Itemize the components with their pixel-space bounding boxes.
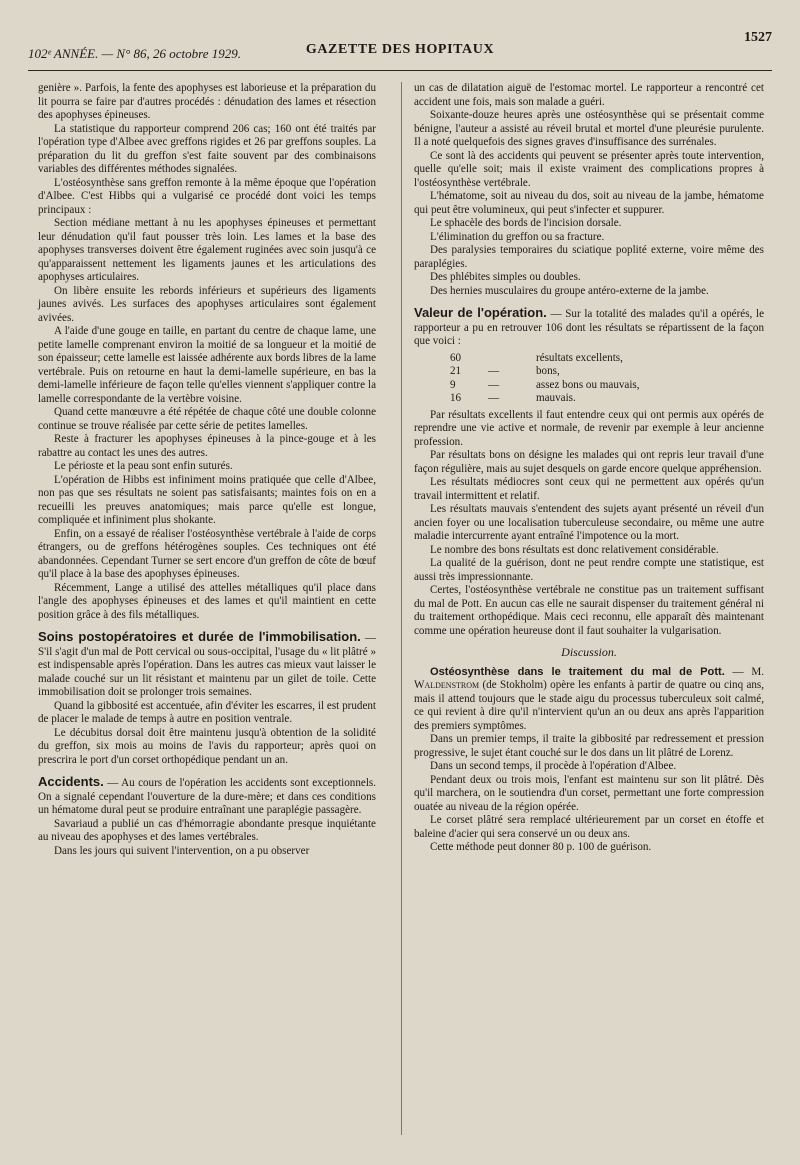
left-column xyxy=(38,82,376,1135)
paragraph: L'hématome, soit au niveau du dos, soit au niveau de la jambe, hématome qui peut être volumineux, qui peut s'infecter et suppurer. xyxy=(414,190,764,216)
result-label: mauvais. xyxy=(536,392,576,404)
section-text: — Sur la totalité des malades qu'il a opérés, le rapporteur a pu en retrouver 106 dont les résultats se répartissent de la façon que voici : xyxy=(414,308,764,347)
discussion-lead: Ostéosynthèse dans le traitement du mal de Pott. — M. Waldenstrom (de Stokholm) opère les enfants à partir de quatre ou cinq ans, mais il attend toujours que le stade aigu du processus tuberculeux soit calmé, ce qui revient à dire qu'il n'intervient qu'un an ou deux ans après l'apparition des premiers symptômes. xyxy=(414,665,765,732)
page-number: 1527 xyxy=(744,30,772,45)
paragraph: L'ostéosynthèse sans greffon remonte à la même époque que l'opération d'Albee. C'est Hibbs qui a vulgarisé ce procédé dont voici les temps principaux : xyxy=(38,176,376,216)
paragraph: un cas de dilatation aiguë de l'estomac mortel. Le rapporteur a rencontré cet accident une fois, mais son malade a guéri. xyxy=(414,82,764,108)
paragraph: La qualité de la guérison, dont ne peut rendre compte une statistique, est aussi très impressionnante. xyxy=(414,557,764,583)
result-label: bons, xyxy=(536,365,560,377)
result-dash: — xyxy=(488,392,500,404)
paragraph: Le sphacèle des bords de l'incision dorsale. xyxy=(430,217,622,229)
paragraph: Pendant deux ou trois mois, l'enfant est maintenu sur son lit plâtré. Dès qu'il marchera, on le soutiendra d'un corset, permettant une forte compression ouatée au niveau de la région opérée. xyxy=(414,773,764,813)
paragraph: genière ». Parfois, la fente des apophyses est laborieuse et la préparation du lit pourra se faire par d'autres procédés : dénudation des lames et résection des apophyses épineuses. xyxy=(38,82,376,121)
paragraph: Ce sont là des accidents qui peuvent se présenter après toute intervention, quelle qu'elle soit; mais il existe vraiment des complications propres à l'ostéosynthèse vertébrale. xyxy=(414,149,764,189)
paragraph: Quand cette manœuvre a été répétée de chaque côté une double colonne continue se trouve réalisée par cette série de petites lamelles. xyxy=(38,406,376,432)
paragraph: Enfin, on a essayé de réaliser l'ostéosynthèse vertébrale à l'aide de corps étrangers, ou de greffons hétérogènes souples. Ces techniques ont été abandonnées. Cependant Turner se sert encore d'un greffon de côte de bœuf qu'il place à la base des apophyses épineuses. xyxy=(38,527,376,580)
paragraph: L'opération de Hibbs est infiniment moins pratiquée que celle d'Albee, non pas que ses résultats ne soient pas satisfaisants; maintes fois on en a recueilli les preuves anatomiques; mais parce qu'elle est longue, compliquée et infiniment plus shokante. xyxy=(38,473,376,526)
section-postop xyxy=(38,630,376,700)
paragraph: A l'aide d'une gouge en taille, en partant du centre de chaque lame, une petite lamelle comprenant environ la moitié de sa longueur et la moitié de son épaisseur; cette lamelle est laissée adhérente aux bords libres de la lame vertébrale. Puis on retourne en haut la demi-lamelle supérieure, en bas la demi-lamelle inférieure de façon telle qu'elles viennent s'appliquer contre la lamelle correspondante de la vertèbre voisine. xyxy=(38,325,376,405)
paragraph: La statistique du rapporteur comprend 206 cas; 160 ont été traités par l'opération type d'Albee avec greffons rigides et 26 par greffons souples. La préparation du lit du greffon s'est faite souvent par des combinaisons variables des différentes méthodes signalées. xyxy=(38,122,376,175)
column-divider xyxy=(401,82,402,1135)
paragraph: Les résultats mauvais s'entendent des sujets ayant présenté un réveil d'un ancien foyer ou une localisation tuberculeuse secondaire, ou même une autre maladie intercurrente ayant entraîné l'impotence ou la mort. xyxy=(414,503,764,542)
result-count: 9 xyxy=(450,378,456,391)
paragraph: Savariaud a publié un cas d'hémorragie abondante presque inquiétante au niveau des apophyses et des lames vertébrales. xyxy=(38,817,376,843)
section-text: — S'il s'agit d'un mal de Pott cervical ou sous-occipital, l'usage du « lit plâtré » est indispensable après l'opération. Dans les autres cas mieux vaut laisser le malade couché sur un lit résistant et maintenu par un gilet de toile. Cette immobilisation doit se prolonger trois semaines. xyxy=(38,632,376,698)
paragraph: Cette méthode peut donner 80 p. 100 de guérison. xyxy=(430,841,652,853)
result-dash xyxy=(488,352,528,366)
paragraph: Des paralysies temporaires du sciatique poplité externe, voire même des paraplégies. xyxy=(414,244,764,270)
paragraph: Section médiane mettant à nu les apophyses épineuses et permettant leur dénudation qu'il faut pousser très loin. Les lames et la base des apophyses transverses doivent être également ruginées avec soin jusqu'à ce qu'apparaissent nettement les ligaments jaunes et les articulations des apophyses articulaires. xyxy=(38,217,376,283)
journal-title: GAZETTE DES HOPITAUX xyxy=(305,42,495,57)
result-row xyxy=(414,365,764,379)
result-dash: — xyxy=(488,365,500,377)
paragraph: Dans un premier temps, il traite la gibbosité par redressement et pression progressive, le sujet étant couché sur le dos dans un lit plâtré de Lorenz. xyxy=(414,733,764,759)
discussion-title: Ostéosynthèse dans le traitement du mal de Pott. xyxy=(430,665,725,678)
paragraph: Par résultats excellents il faut entendre ceux qui ont permis aux opérés de reprendre une vie active et normale, de revenir par exemple à leur ancienne profession. xyxy=(414,408,764,448)
discussion-author: M. Waldenstrom xyxy=(414,665,765,691)
paragraph: Des phlébites simples ou doubles. xyxy=(430,271,581,283)
paragraph: On libère ensuite les rebords inférieurs et supérieurs des ligaments jaunes avivés. Les surfaces des apophyses articulaires sont également avivées. xyxy=(38,284,376,324)
section-title: Valeur de l'opération. xyxy=(414,305,547,320)
paragraph: Certes, l'ostéosynthèse vertébrale ne constitue pas un traitement suffisant du mal de Pott. En aucun cas elle ne saurait dispenser du traitement général ni du traitement orthopédique. Mais ceci reconnu, elle apparaît dès maintenant comme une opération heureuse dont il faut souhaiter la vulgarisation. xyxy=(414,584,764,637)
result-label: résultats excellents, xyxy=(536,351,623,364)
paragraph: Des hernies musculaires du groupe antéro-externe de la jambe. xyxy=(430,284,709,297)
section-accidents xyxy=(38,775,376,818)
paragraph: Par résultats bons on désigne les malades qui ont repris leur travail d'une façon régulière, mais au sujet desquels on garde encore quelque appréhension. xyxy=(414,449,764,475)
paragraph: Le périoste et la peau sont enfin suturés. xyxy=(54,460,233,472)
right-column xyxy=(414,82,764,1135)
section-title: Soins postopératoires et durée de l'immobilisation. xyxy=(38,629,361,644)
paragraph: Les résultats médiocres sont ceux qui ne permettent aux opérés qu'un travail intermittent et relatif. xyxy=(414,476,764,502)
paragraph: Reste à fracturer les apophyses épineuses à la pince-gouge et à les rabattre au contact les unes des autres. xyxy=(38,433,376,459)
result-count: 16 xyxy=(450,392,462,404)
section-text: — Au cours de l'opération les accidents sont exceptionnels. On a signalé cependant l'ouverture de la dure-mère; et dans ces conditions un hématome dural peut se produire entraînant une paraplégie passagère. xyxy=(38,777,376,816)
result-dash: — xyxy=(488,378,500,391)
result-count: 21 xyxy=(450,365,462,377)
result-label: assez bons ou mauvais, xyxy=(536,378,640,391)
paragraph: Quand la gibbosité est accentuée, afin d'éviter les escarres, il est prudent de placer le malade de temps à autre en position ventrale. xyxy=(38,699,376,725)
result-row xyxy=(414,392,764,406)
result-count: 60 xyxy=(450,351,462,364)
section-title: Accidents. xyxy=(38,774,104,789)
paragraph: Le décubitus dorsal doit être maintenu jusqu'à obtention de la solidité du greffon, six mois au moins de l'avis du rapporteur; après quoi on prescrira le port d'un corset orthopédique pendant un an. xyxy=(38,726,376,766)
discussion-text: (de Stokholm) opère les enfants à partir de quatre ou cinq ans, mais il attend toujours que le stade aigu du processus tuberculeux soit calmé, ce qui revient à dire qu'il n'intervient qu'un an ou deux ans après l'apparition des premiers symptômes. xyxy=(414,679,765,732)
paragraph: Récemment, Lange a utilisé des attelles métalliques qu'il place dans l'angle des apophyses épineuses et des lames et qu'il maintient en cette position grâce à des fils métalliques. xyxy=(38,581,376,621)
page-header xyxy=(28,30,772,71)
results-list xyxy=(414,352,764,406)
issue-info: 102ᵉ ANNÉE. — N° 86, 26 octobre 1929. xyxy=(28,46,241,61)
paragraph: Dans les jours qui suivent l'intervention, on a pu observer xyxy=(54,844,310,857)
paragraph: L'élimination du greffon ou sa fracture. xyxy=(430,230,605,243)
result-row xyxy=(414,352,764,366)
paragraph: Le nombre des bons résultats est donc relativement considérable. xyxy=(430,543,719,556)
discussion-heading: Discussion. xyxy=(561,645,617,659)
paragraph: Le corset plâtré sera remplacé ultérieurement par un corset en étoffe et baleine d'acier qui sera conservé un ou deux ans. xyxy=(414,814,764,840)
paragraph: Dans un second temps, il procède à l'opération d'Albee. xyxy=(430,760,677,772)
paragraph: Soixante-douze heures après une ostéosynthèse qui se présentait comme bénigne, l'auteur a assisté au réveil brutal et mortel d'une pleurésie purulente. Il a noté quelquefois des signes graves d'insuffisance des surrénales. xyxy=(414,109,764,148)
section-valeur xyxy=(414,306,764,349)
result-row xyxy=(414,379,764,393)
